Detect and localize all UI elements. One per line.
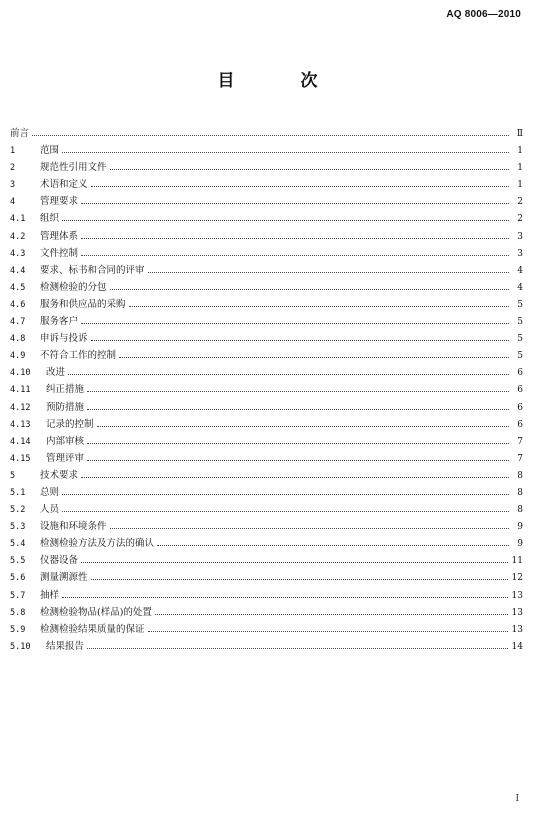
toc-leader-dots [87,374,509,392]
toc-leader-dots [81,306,509,324]
standard-code: AQ 8006—2010 [446,9,521,20]
toc-entry-number: 4.6 [10,299,26,310]
toc-entry[interactable] [10,255,523,276]
toc-entry[interactable] [10,460,523,481]
toc-entry-title: 内部审核 [46,435,85,447]
toc-entry[interactable] [10,203,523,225]
toc-entry-number: 4 [10,197,16,208]
toc-entry-page: 8 [517,470,523,481]
toc-entry-number: 4.8 [10,334,26,345]
toc-entry-title: 术语和定义 [40,179,88,191]
toc-entry-title: 人员 [40,504,60,516]
toc-entry-number: 5.3 [10,522,26,533]
toc-leader-dots [81,238,509,256]
toc-leader-dots [110,272,509,290]
toc-entry[interactable] [10,152,523,174]
toc-entry-title: 规范性引用文件 [40,162,107,174]
toc-entry-number: 5.6 [10,573,26,584]
toc-entry-title: 服务客户 [40,316,79,328]
toc-leader-dots [87,426,509,444]
toc-entry-title: 纠正措施 [46,384,85,396]
toc-entry-number: 4.3 [10,248,26,259]
toc-entry-page: 11 [511,556,523,567]
toc-entry[interactable] [10,545,523,567]
toc-entry[interactable] [10,221,523,242]
toc-entry[interactable] [10,374,523,396]
toc-entry-page: 1 [517,180,523,191]
toc-entry-page: 5 [517,317,523,328]
toc-entry-title: 记录的控制 [46,418,94,430]
toc-leader-dots [87,392,509,410]
toc-entry-title: 管理评审 [46,452,85,464]
toc-leader-dots [32,118,509,136]
toc-entry-title: 范围 [40,145,60,157]
toc-leader-dots [157,528,509,546]
toc-entry-number: 4.10 [10,368,31,379]
toc-entry-page: 13 [511,624,523,635]
toc-entry-title: 结果报告 [46,640,85,652]
toc-leader-dots [62,477,509,495]
toc-entry[interactable] [10,597,523,618]
toc-entry-title: 不符合工作的控制 [40,350,117,362]
toc-leader-dots [97,409,509,427]
toc-entry-number: 5.7 [10,590,26,601]
toc-entry[interactable] [10,562,523,584]
toc-entry-page: 5 [517,351,523,362]
toc-entry-page: 6 [517,368,523,379]
toc-entry-title: 管理要求 [40,196,79,208]
toc-entry-number: 4.15 [10,453,31,464]
toc-leader-dots [81,221,509,239]
toc-entry-title: 改进 [46,367,66,379]
toc-entry-number: 5.10 [10,641,31,652]
page-title: 目 次 [217,71,348,91]
toc-leader-dots [62,203,509,221]
toc-entry-title: 文件控制 [40,247,79,259]
toc-entry-page: 1 [517,146,523,157]
toc-entry-page: 2 [517,214,523,225]
toc-entry-number: 4.4 [10,265,26,276]
toc-entry-number: 4.14 [10,436,31,447]
toc-entry[interactable] [10,443,523,464]
toc-entry[interactable] [10,392,523,413]
toc-entry-number: 5 [10,470,16,481]
toc-entry-title: 检测检验方法及方法的确认 [40,538,155,550]
toc-entry-title: 检测检验的分包 [40,281,107,293]
toc-entry-title: 服务和供应品的采购 [40,298,126,310]
toc-entry-number: 4.1 [10,214,26,225]
toc-leader-dots [91,323,509,341]
toc-entry-title: 检测检验物品(样品)的处置 [40,606,152,618]
toc-entry-number: 5.2 [10,505,26,516]
toc-entry-number: 4.13 [10,419,31,430]
toc-leader-dots [87,443,509,461]
toc-leader-dots [148,614,508,632]
toc-entry-page: 13 [511,607,523,618]
toc-entry[interactable] [10,357,523,379]
toc-entry-page: 6 [517,385,523,396]
toc-entry-page: 5 [517,334,523,345]
toc-leader-dots [129,289,509,307]
toc-leader-dots [110,511,509,529]
toc-entry[interactable] [10,511,523,533]
toc-entry-page: 4 [517,282,523,293]
toc-leader-dots [87,631,508,649]
toc-leader-dots [148,255,509,273]
toc-entry-number: 5.4 [10,539,26,550]
toc-entry-page: 8 [517,487,523,498]
toc-entry[interactable] [10,494,523,516]
toc-entry-page: 2 [517,197,523,208]
toc-entry-number: 4.5 [10,282,26,293]
toc-entry-number: 4.12 [10,402,31,413]
toc-entry-title: 测量溯源性 [40,572,88,584]
toc-entry-number: 4.9 [10,351,26,362]
toc-leader-dots [155,597,508,615]
toc-entry[interactable] [10,186,523,208]
toc-entry-title: 要求、标书和合同的评审 [40,264,145,276]
toc-entry-page: 6 [517,402,523,413]
toc-entry-title: 组织 [40,213,60,225]
toc-leader-dots [91,169,509,187]
toc-entry-page: 7 [517,453,523,464]
toc-entry-page: Ⅱ [516,129,523,139]
toc-entry-title: 仪器设备 [40,555,79,567]
toc-entry-number: 5.5 [10,556,26,567]
toc-entry-number: 5.1 [10,487,26,498]
toc-entry[interactable] [10,306,523,328]
toc-entry-number: 5.9 [10,624,26,635]
toc-leader-dots [68,357,509,375]
toc-leader-dots [62,580,508,598]
toc-entry-page: 12 [511,573,523,584]
toc-entry-page: 7 [517,436,523,447]
table-of-contents [10,118,523,652]
toc-entry-page: 9 [517,539,523,550]
toc-entry-number: 4.2 [10,231,26,242]
toc-entry[interactable] [10,477,523,498]
toc-entry-number: 4.7 [10,317,26,328]
toc-entry[interactable] [10,238,523,259]
toc-entry-page: 1 [517,163,523,174]
toc-entry-number: 3 [10,180,16,191]
toc-leader-dots [81,460,509,478]
toc-entry-page: 8 [517,505,523,516]
toc-entry-number: 4.11 [10,385,31,396]
toc-entry-page: 4 [517,265,523,276]
toc-leader-dots [110,152,509,170]
toc-entry-page: 3 [517,248,523,259]
toc-leader-dots [62,135,509,153]
toc-entry-title: 管理体系 [40,230,79,242]
toc-entry-page: 9 [517,522,523,533]
toc-leader-dots [62,494,509,512]
toc-entry-page: 6 [517,419,523,430]
toc-entry-page: 5 [517,299,523,310]
toc-entry[interactable] [10,580,523,601]
toc-leader-dots [81,545,508,563]
toc-entry-title: 总则 [40,486,60,498]
toc-entry-title: 检测检验结果质量的保证 [40,623,145,635]
toc-entry-title: 技术要求 [40,469,79,481]
toc-leader-dots [81,186,509,204]
toc-entry-number: 2 [10,163,16,174]
toc-entry[interactable] [10,631,523,652]
toc-entry[interactable] [10,135,523,157]
toc-entry[interactable] [10,426,523,447]
toc-entry-title: 设施和环境条件 [40,521,107,533]
toc-leader-dots [91,562,508,580]
toc-entry-title: 预防措施 [46,401,85,413]
toc-entry-title: 抽样 [40,589,60,601]
toc-entry-title: 申诉与投诉 [40,333,88,345]
toc-entry[interactable] [10,118,523,139]
toc-entry[interactable] [10,323,523,345]
toc-entry-page: 14 [511,641,523,652]
toc-entry-number: 5.8 [10,607,26,618]
toc-entry-number: 1 [10,146,16,157]
toc-entry-page: 3 [517,231,523,242]
toc-leader-dots [119,340,509,358]
page-number: I [515,794,519,804]
toc-entry-title: 前言 [10,128,30,139]
toc-entry-page: 13 [511,590,523,601]
